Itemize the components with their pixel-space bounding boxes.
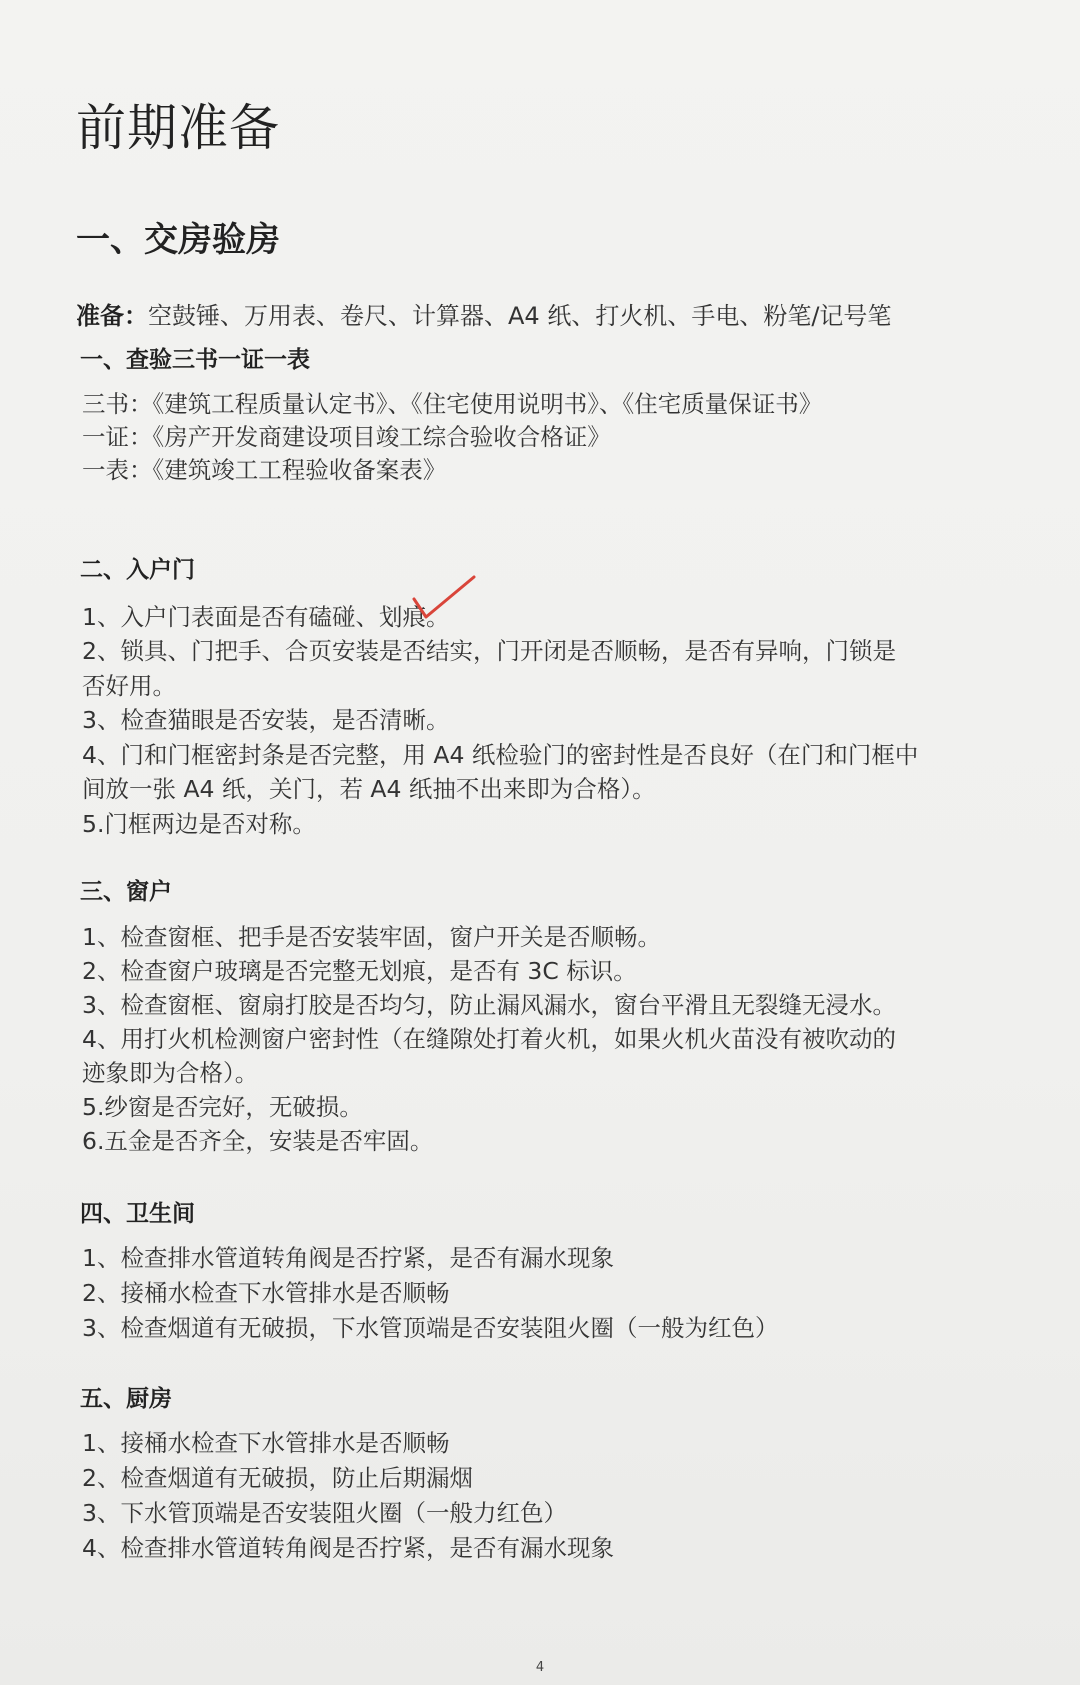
- list-item: 1、接桶水检查下水管排水是否顺畅: [82, 1429, 450, 1457]
- list-item: 1、检查排水管道转角阀是否拧紧，是否有漏水现象: [82, 1244, 614, 1272]
- check-mark-icon: [410, 575, 480, 625]
- list-item: 4、门和门框密封条是否完整，用 A4 纸检验门的密封性是否良好（在门和门框中: [82, 741, 919, 769]
- list-item: 1、入户门表面是否有磕碰、划痕。: [82, 603, 450, 631]
- page-title: 前期准备: [76, 99, 280, 157]
- subsection-heading: 三、窗户: [80, 879, 172, 905]
- list-item: 一证：《房产开发商建设项目竣工综合验收合格证》: [82, 423, 611, 451]
- list-item: 5.纱窗是否完好，无破损。: [82, 1093, 363, 1121]
- list-item: 三书：《建筑工程质量认定书》、《住宅使用说明书》、《住宅质量保证书》: [82, 390, 823, 418]
- list-item: 2、检查窗户玻璃是否完整无划痕，是否有 3C 标识。: [82, 957, 637, 985]
- list-item: 2、检查烟道有无破损，防止后期漏烟: [82, 1464, 473, 1492]
- list-item: 4、检查排水管道转角阀是否拧紧，是否有漏水现象: [82, 1534, 614, 1562]
- list-item: 间放一张 A4 纸，关门，若 A4 纸抽不出来即为合格）。: [82, 775, 656, 803]
- prep-line: [76, 296, 891, 331]
- subsection-heading: 一、查验三书一证一表: [80, 347, 310, 373]
- list-item: 6.五金是否齐全，安装是否牢固。: [82, 1127, 434, 1155]
- prep-label: 准备：: [76, 302, 148, 330]
- list-item: 3、检查烟道有无破损，下水管顶端是否安装阻火圈（一般为红色）: [82, 1314, 779, 1342]
- list-item: 3、检查窗框、窗扇打胶是否均匀，防止漏风漏水，窗台平滑且无裂缝无浸水。: [82, 991, 896, 1019]
- subsection-heading: 二、入户门: [80, 557, 195, 583]
- list-item: 一表：《建筑竣工工程验收备案表》: [82, 456, 447, 484]
- list-item: 否好用。: [82, 672, 176, 700]
- list-item: 1、检查窗框、把手是否安装牢固，窗户开关是否顺畅。: [82, 923, 661, 951]
- list-item: 3、检查猫眼是否安装，是否清晰。: [82, 706, 450, 734]
- section-title: 一、交房验房: [76, 220, 280, 260]
- subsection-heading: 四、卫生间: [80, 1201, 195, 1227]
- list-item: 3、下水管顶端是否安装阻火圈（一般力红色）: [82, 1499, 567, 1527]
- list-item: 迹象即为合格）。: [82, 1059, 259, 1087]
- list-item: 2、锁具、门把手、合页安装是否结实，门开闭是否顺畅，是否有异响，门锁是: [82, 637, 896, 665]
- list-item: 5.门框两边是否对称。: [82, 810, 316, 838]
- subsection-heading: 五、厨房: [80, 1386, 172, 1412]
- prep-items: 空鼓锤、万用表、卷尺、计算器、A4 纸、打火机、手电、粉笔/记号笔: [148, 302, 892, 330]
- list-item: 2、接桶水检查下水管排水是否顺畅: [82, 1279, 450, 1307]
- page-number: 4: [535, 1660, 545, 1675]
- list-item: 4、用打火机检测窗户密封性（在缝隙处打着火机，如果火机火苗没有被吹动的: [82, 1025, 896, 1053]
